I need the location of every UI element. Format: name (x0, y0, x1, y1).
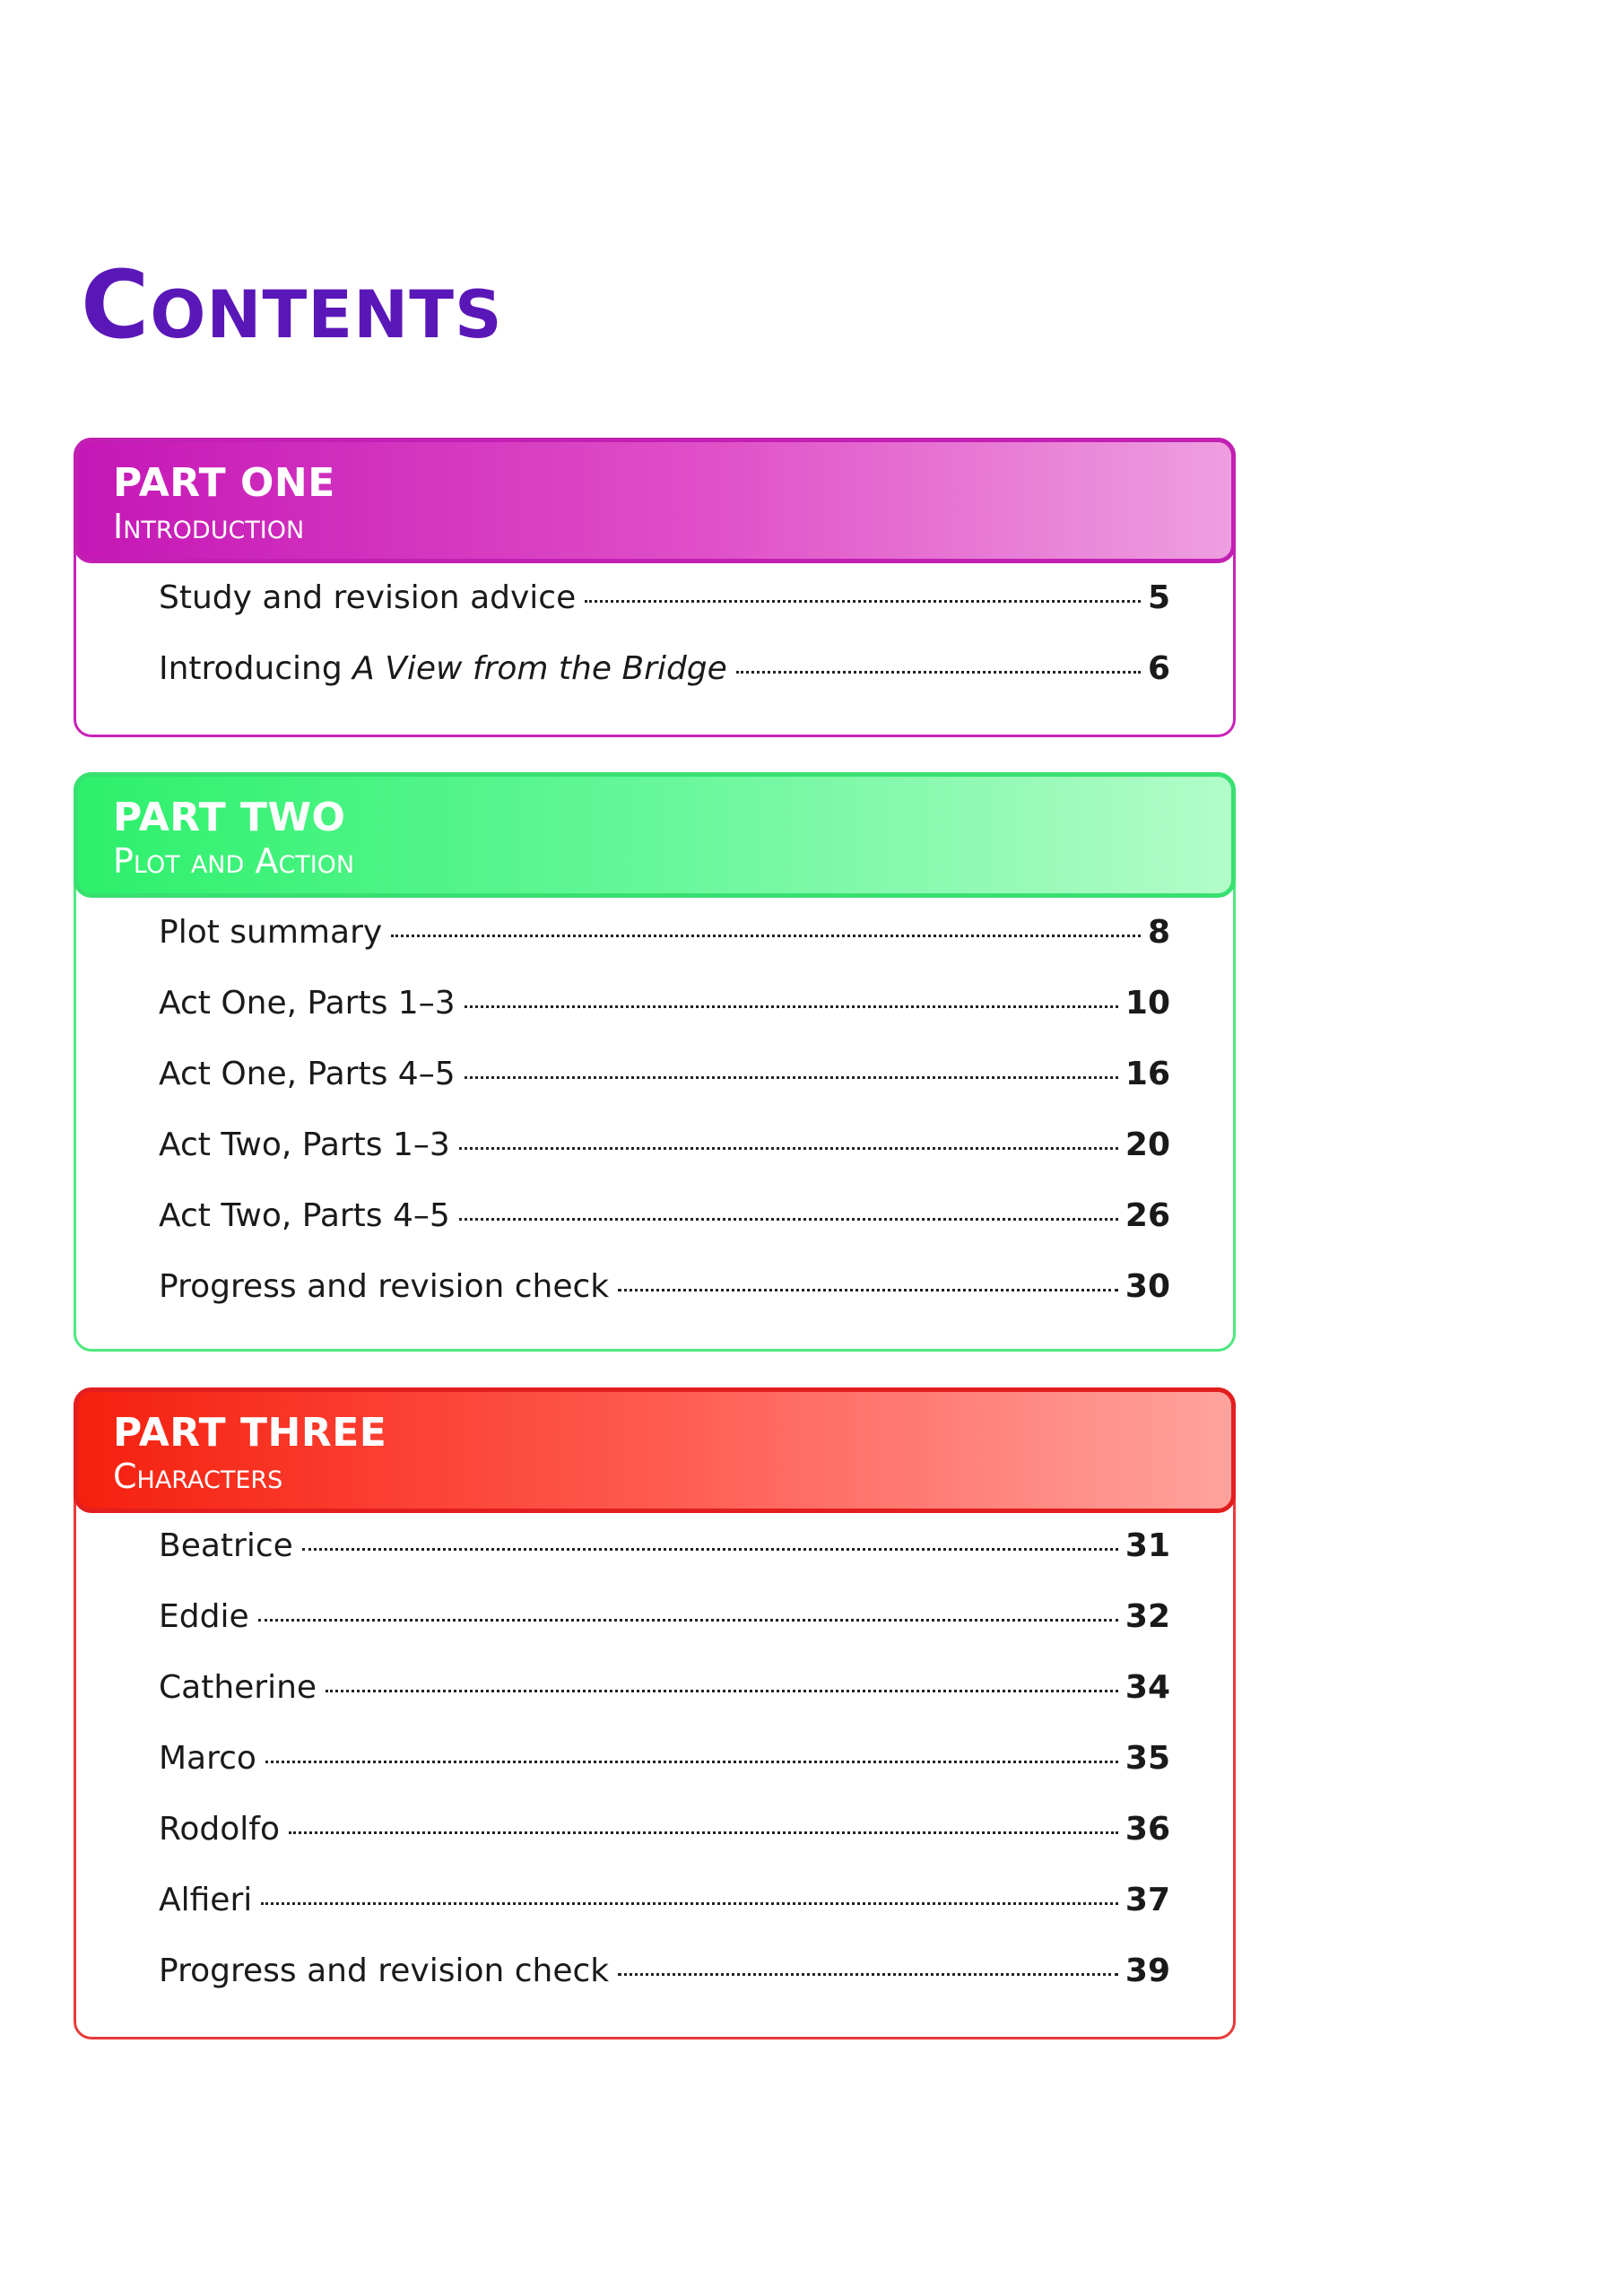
toc-entry-page-number: 35 (1125, 1740, 1170, 1777)
dot-leader (465, 1076, 1118, 1079)
toc-entry[interactable] (76, 914, 1233, 985)
toc-entry-page-number: 32 (1125, 1598, 1170, 1635)
toc-entry-page-number: 26 (1125, 1197, 1170, 1234)
toc-entry-title: Catherine (159, 1669, 317, 1706)
dot-leader (302, 1548, 1118, 1551)
toc-entry-title: Progress and revision check (159, 1268, 610, 1305)
part-label: PART ONE (113, 460, 335, 506)
dot-leader (585, 600, 1141, 603)
dot-leader (391, 935, 1141, 937)
toc-entry[interactable] (76, 1197, 1233, 1268)
section-part-three (74, 1387, 1236, 2039)
toc-entry-title: Rodolfo (159, 1811, 280, 1848)
part-label: PART THREE (113, 1410, 387, 1456)
toc-entry-title-prefix: Introducing (159, 650, 353, 687)
toc-entry-list (76, 898, 1233, 1339)
toc-entry[interactable] (76, 1527, 1233, 1598)
toc-entry[interactable] (76, 1598, 1233, 1669)
section-header (74, 772, 1236, 898)
toc-entry-title: Beatrice (159, 1527, 293, 1564)
dot-leader (618, 1973, 1118, 1976)
toc-entry-page-number: 36 (1125, 1811, 1170, 1848)
part-subtitle: Plot and Action (113, 841, 355, 881)
toc-entry-page-number: 34 (1125, 1669, 1170, 1706)
toc-entry-title: Act Two, Parts 1–3 (159, 1126, 450, 1163)
toc-entry-list (76, 563, 1233, 721)
toc-entry-page-number: 31 (1125, 1527, 1170, 1564)
toc-entry-page-number: 10 (1125, 985, 1170, 1022)
toc-entry[interactable] (76, 1669, 1233, 1740)
dot-leader (261, 1902, 1118, 1905)
toc-entry-title: Act One, Parts 1–3 (159, 985, 456, 1022)
toc-entry-title: Marco (159, 1740, 256, 1777)
part-label: PART TWO (113, 795, 346, 840)
dot-leader (459, 1147, 1118, 1150)
dot-leader (618, 1289, 1118, 1292)
book-title: A View from the Bridge (352, 650, 727, 687)
toc-entry-page-number: 5 (1147, 579, 1170, 616)
section-part-two (74, 772, 1236, 1352)
toc-entry-page-number: 30 (1125, 1268, 1170, 1305)
dot-leader (289, 1831, 1118, 1834)
dot-leader (258, 1619, 1118, 1622)
toc-entry[interactable] (76, 1952, 1233, 2023)
toc-entry-list (76, 1513, 1233, 2023)
toc-entry[interactable] (76, 650, 1233, 721)
toc-entry[interactable] (76, 1056, 1233, 1126)
section-part-one (74, 438, 1236, 737)
toc-entry[interactable] (76, 1811, 1233, 1882)
toc-entry[interactable] (76, 1882, 1233, 1952)
toc-entry-page-number: 37 (1125, 1882, 1170, 1918)
part-subtitle: Characters (113, 1457, 283, 1496)
page-title: Contents (81, 250, 503, 360)
toc-entry[interactable] (76, 1126, 1233, 1197)
toc-entry-page-number: 20 (1125, 1126, 1170, 1163)
toc-entry-title: Progress and revision check (159, 1952, 610, 1989)
toc-entry[interactable] (76, 1740, 1233, 1811)
toc-entry-title (159, 650, 727, 687)
section-header (74, 1387, 1236, 1513)
toc-entry-title: Alfieri (159, 1882, 253, 1918)
dot-leader (459, 1218, 1118, 1221)
toc-entry-title: Study and revision advice (159, 579, 577, 616)
toc-entry-page-number: 6 (1147, 650, 1170, 687)
part-subtitle: Introduction (113, 507, 305, 546)
dot-leader (736, 671, 1141, 674)
toc-entry[interactable] (76, 579, 1233, 650)
toc-entry-page-number: 39 (1125, 1952, 1170, 1989)
toc-entry-title: Act Two, Parts 4–5 (159, 1197, 450, 1234)
toc-entry[interactable] (76, 1268, 1233, 1339)
dot-leader (326, 1690, 1118, 1692)
toc-entry-page-number: 8 (1147, 914, 1170, 951)
toc-entry-title: Plot summary (159, 914, 383, 951)
dot-leader (265, 1761, 1118, 1763)
dot-leader (465, 1005, 1118, 1008)
toc-entry-page-number: 16 (1125, 1056, 1170, 1092)
toc-entry-title: Act One, Parts 4–5 (159, 1056, 456, 1092)
toc-entry-title: Eddie (159, 1598, 249, 1635)
toc-entry[interactable] (76, 985, 1233, 1056)
section-header (74, 438, 1236, 563)
